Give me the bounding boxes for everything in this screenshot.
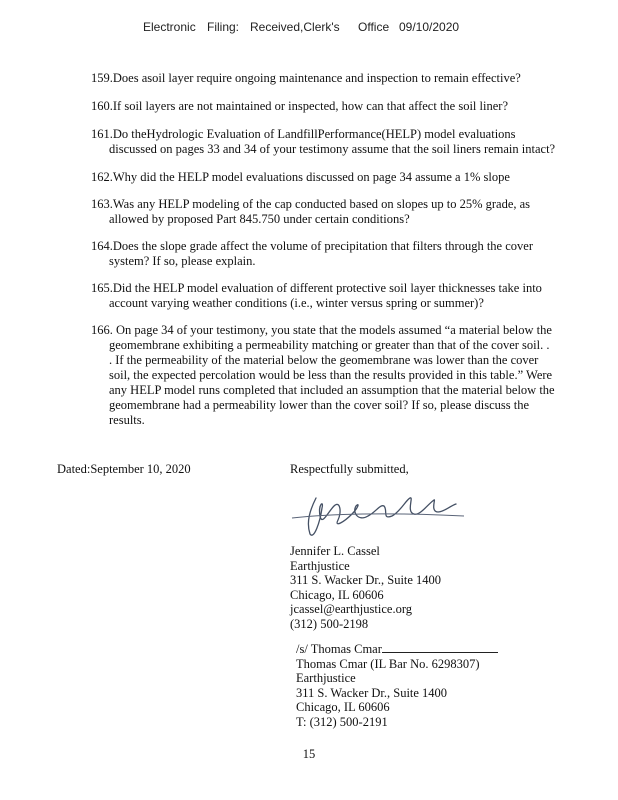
question-number: 165. [91,281,113,295]
question-number: 162. [91,170,113,184]
question-text: Was any HELP modeling of the cap conducted based on slopes up to 25% grade, as [112,197,531,211]
question-number: 163. [91,197,113,211]
signer-city: Chicago, IL 60606 [296,700,390,714]
question-number: 164. [91,239,113,253]
question-162 [91,170,601,185]
signer-name: Jennifer L. Cassel [290,544,380,558]
question-166-line: any HELP model runs completed that included an assumption that the material below the [109,383,555,397]
question-163 [91,197,601,227]
question-159 [91,71,601,86]
question-text: Did the HELP model evaluation of different protective soil layer thicknesses take into [112,281,542,295]
page-number: 15 [302,747,316,761]
header-received: Received,Clerk's [250,20,340,34]
signature-line [382,642,498,653]
signer-address: 311 S. Wacker Dr., Suite 1400 [290,573,442,587]
signer-org: Earthjustice [296,671,356,685]
question-text-cont: account varying weather conditions (i.e., winter versus spring or summer)? [109,296,484,310]
header-office: Office [358,20,390,34]
signer-phone: (312) 500-2198 [290,616,369,631]
question-166-line: . If the permeability of the material below the geomembrane was lower than the cover [109,353,539,367]
signer-phone: T: (312) 500-2191 [296,714,388,729]
slash-signature: /s/ Thomas Cmar [296,642,382,656]
question-text: If soil layers are not maintained or inspected, how can that affect the soil liner? [112,99,508,113]
question-165 [91,281,601,311]
question-text: Do theHydrologic Evaluation of LandfillPerformance(HELP) model evaluations [112,127,516,141]
question-166 [91,323,601,428]
signer-email: jcassel@earthjustice.org [290,602,413,616]
signer-address: 311 S. Wacker Dr., Suite 1400 [296,685,448,700]
signer-name: Thomas Cmar (IL Bar No. 6298307) [296,656,480,671]
question-text-cont: discussed on pages 33 and 34 of your testimony assume that the soil liners remain intact? [109,142,556,156]
question-text: Does the slope grade affect the volume of precipitation that filters through the cover [112,239,533,253]
question-number: 159. [91,71,113,85]
header-electronic: Electronic [143,20,196,34]
question-164 [91,239,601,269]
question-166-line: geomembrane exhibiting a permeability matching or greater than that of the cover soil. . [109,338,550,352]
dated-line: Dated:September 10, 2020 [57,462,191,476]
question-number: 161. [91,127,113,141]
signer-cmar [296,642,498,729]
question-166-line: geomembrane had a permeability lower than the cover soil? If so, please discuss the [109,398,529,412]
question-text: Does asoil layer require ongoing maintenance and inspection to remain effective? [112,71,521,85]
question-166-line: results. [109,413,145,427]
respectfully-submitted: Respectfully submitted, [290,462,409,476]
question-160 [91,99,601,114]
signer-city: Chicago, IL 60606 [290,587,384,602]
question-text-cont: allowed by proposed Part 845.750 under certain conditions? [109,212,410,226]
header-filing: Filing: [207,20,240,34]
question-text: Why did the HELP model evaluations discussed on page 34 assume a 1% slope [112,170,510,184]
signer-cassel [290,544,441,631]
question-161 [91,127,601,157]
question-number: 160. [91,99,113,113]
question-text-cont: system? If so, please explain. [109,254,256,268]
header-date: 09/10/2020 [399,20,460,34]
question-166-line: soil, the expected percolation would be less than the results provided in this table.” Were [109,368,553,382]
question-166-line: 166. On page 34 of your testimony, you state that the models assumed “a material below the [91,323,552,337]
handwritten-signature [288,482,468,546]
signer-org: Earthjustice [290,558,350,573]
